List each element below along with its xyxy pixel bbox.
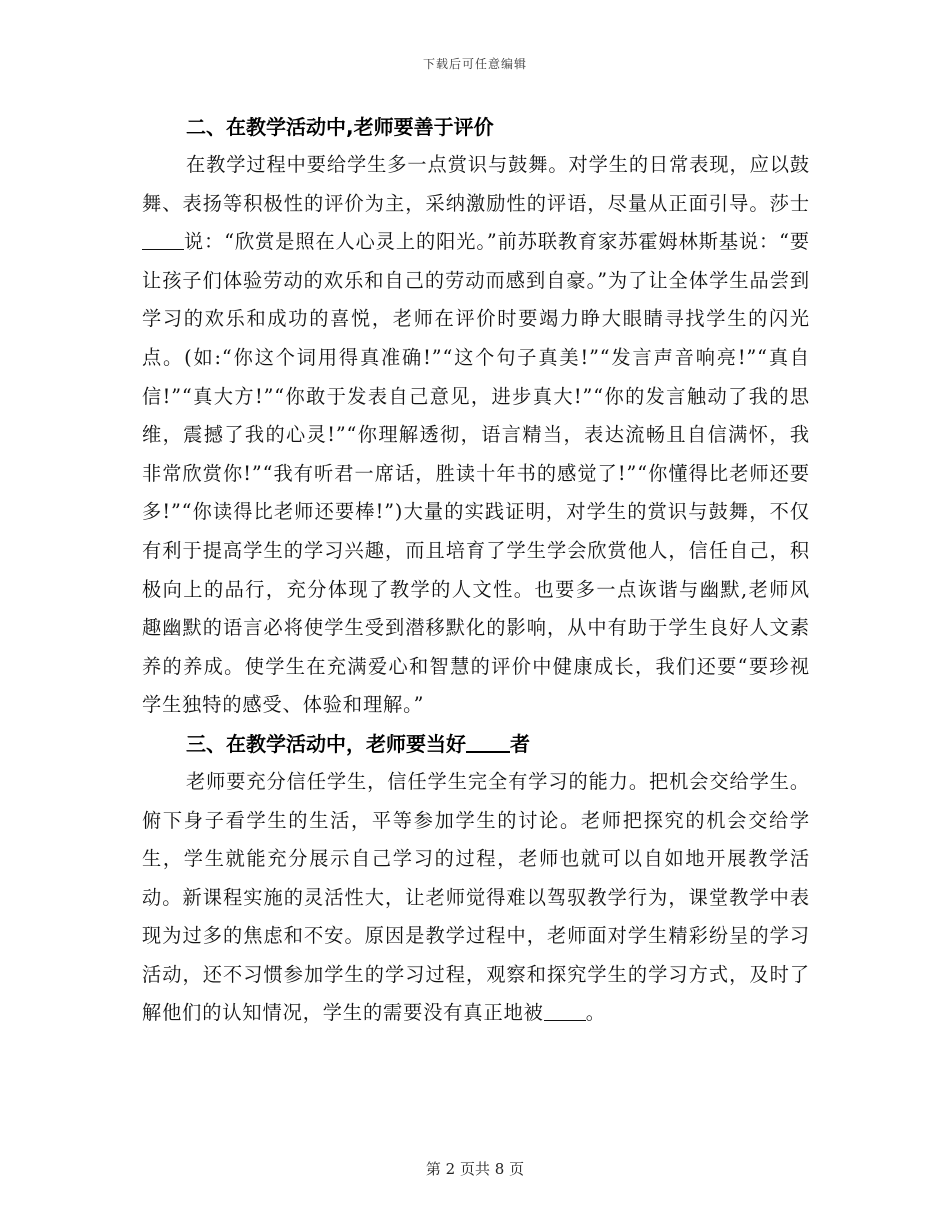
section-3-heading-part-2: 者 bbox=[510, 731, 530, 756]
section-3-heading bbox=[142, 725, 810, 763]
section-3-text-part-2: 。 bbox=[585, 1001, 606, 1025]
section-3-paragraph bbox=[142, 763, 810, 1033]
section-2-heading: 二、在教学活动中,老师要善于评价 bbox=[186, 115, 494, 139]
fill-in-blank bbox=[544, 1001, 586, 1021]
section-2-text-part-2: 说：“欣赏是照在人心灵上的阳光。”前苏联教育家苏霍姆林斯基说：“要让孩子们体验劳动的欢乐和自己的劳动而感到自豪。”为了让全体学生品尝到学习的欢乐和成功的喜悦，老师在评价时要竭力睁大眼睛寻找学生的闪光点。(如:“你这个词用得真准确!”“这个句子真美!”“发言声音响亮!”“真自信!”“真大方!”“你敢于发表自己意见，进步真大!”“你的发言触动了我的思维，震撼了我的心灵!”“你理解透彻，语言精当，表达流畅且自信满怀，我非常欣赏你!”“我有听君一席话，胜读十年书的感觉了!”“你懂得比老师还要多!”“你读得比老师还要棒!”)大量的实践证明，对学生的赏识与鼓舞，不仅有利于提高学生的学习兴趣，而且培育了学生学会欣赏他人，信任自己，积极向上的品行，充分体现了教学的人文性。也要多一点诙谐与幽默,老师风趣幽默的语言必将使学生受到潜移默化的影响，从中有助于学生良好人文素养的养成。使学生在充满爱心和智慧的评价中健康成长，我们还要“要珍视学生独特的感受、体验和理解。” bbox=[142, 230, 810, 717]
document-body bbox=[142, 108, 810, 1033]
fill-in-blank bbox=[142, 230, 184, 250]
section-3-heading-part-1: 三、在教学活动中，老师要当好 bbox=[186, 731, 466, 756]
section-3-text-part-1: 老师要充分信任学生，信任学生完全有学习的能力。把机会交给学生。俯下身子看学生的生活，平等参加学生的讨论。老师把探究的机会交给学生，学生就能充分展示自己学习的过程，老师也就可以自如地开展教学活动。新课程实施的灵活性大，让老师觉得难以驾驭教学行为，课堂教学中表现为过多的焦虑和不安。原因是教学过程中，老师面对学生精彩纷呈的学习活动，还不习惯参加学生的学习过程，观察和探究学生的学习方式，及时了解他们的认知情况，学生的需要没有真正地被 bbox=[142, 769, 810, 1025]
fill-in-blank bbox=[466, 731, 510, 753]
section-2-paragraph bbox=[142, 146, 810, 725]
section-2-text-part-1: 在教学过程中要给学生多一点赏识与鼓舞。对学生的日常表现，应以鼓舞、表扬等积极性的评价为主，采纳激励性的评语，尽量从正面引导。莎士 bbox=[142, 153, 810, 215]
page-number: 第 2 页共 8 页 bbox=[425, 1160, 525, 1178]
header-note: 下载后可任意编辑 bbox=[422, 57, 527, 71]
